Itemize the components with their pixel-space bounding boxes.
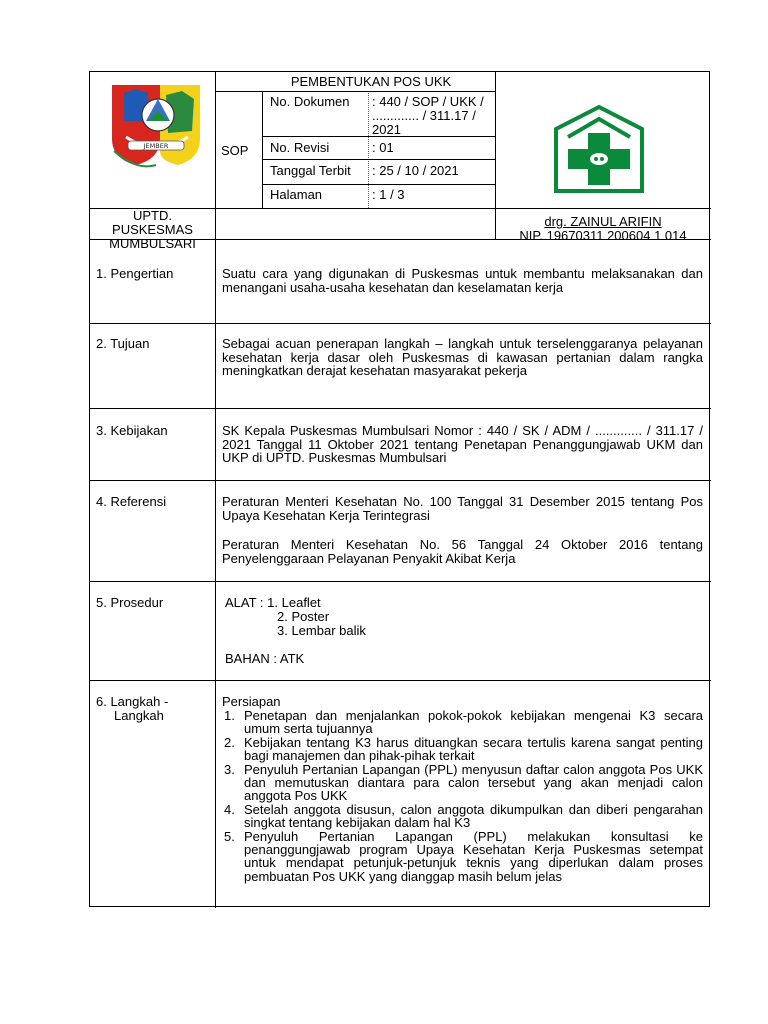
unit-name (90, 209, 215, 251)
sop-document (89, 71, 710, 907)
section-body-prosedur (225, 596, 706, 666)
meta-value-no-dokumen: : 440 / SOP / UKK / ............. / 311.17 / 2021 (372, 94, 484, 137)
grid-line (262, 159, 495, 160)
sop-label: SOP (221, 143, 249, 158)
step-number: 3. (224, 761, 235, 777)
grid-line (215, 239, 216, 908)
grid-line (262, 184, 495, 185)
section-label-line: 6. Langkah - (96, 694, 169, 709)
langkah-steps-list (222, 709, 703, 883)
document-title: PEMBENTUKAN POS UKK (290, 74, 452, 89)
unit-name-line: MUMBULSARI (109, 236, 196, 251)
section-body-tujuan: Sebagai acuan penerapan langkah – langkah untuk terselenggaranya pelayanan kesehatan kerja dasar oleh Puskesmas di kawasan pertanian dalam rangka meningkatkan derajat kesehatan masyarakat pekerja (222, 336, 703, 379)
step-number: 2. (224, 734, 235, 750)
meta-value-halaman: : 1 / 3 (372, 187, 405, 202)
bahan-line: BAHAN : ATK (225, 651, 305, 666)
step-text: Setelah anggota disusun, calon anggota dikumpulkan dan diberi pengarahan singkat tentang kebijakan dalam hal K3 (244, 801, 703, 831)
step-number: 5. (224, 828, 235, 844)
step-text: Penyuluh Pertanian Lapangan (PPL) melakukan konsultasi ke penanggungjawab program Upaya Kesehatan Kerja Puskesmas setempat untuk mendapat petunjuk-petunjuk teknis yang diperlukan dalam proses pembuatan Pos UKK yang dianggap masih belum jelas (244, 828, 703, 884)
grid-line (215, 91, 495, 92)
langkah-heading: Persiapan (222, 694, 281, 709)
section-label-langkah (96, 695, 168, 723)
meta-label-no-dokumen: No. Dokumen (270, 94, 350, 109)
step-number: 4. (224, 801, 235, 817)
section-label-line: Langkah (114, 708, 164, 723)
puskesmas-logo (552, 103, 646, 195)
grid-line (90, 480, 711, 481)
grid-line (90, 680, 711, 681)
list-item (222, 736, 703, 763)
step-number: 1. (224, 708, 235, 723)
alat-row (225, 596, 706, 610)
signatory-nip: NIP. 19670311 200604 1 014 (519, 228, 687, 243)
meta-label-no-revisi: No. Revisi (270, 140, 330, 155)
grid-line (90, 323, 711, 324)
list-item (222, 830, 703, 884)
alat-item: 2. Poster (277, 609, 330, 624)
section-label-tujuan: 2. Tujuan (96, 336, 150, 351)
step-text: Kebijakan tentang K3 harus dituangkan secara tertulis karena sangat penting bagi manajemen dan pihak-pihak terkait (244, 734, 703, 764)
grid-line (368, 91, 369, 208)
alat-item: 1. Leaflet (267, 595, 321, 610)
section-body-langkah (222, 695, 703, 883)
meta-value-no-revisi: : 01 (372, 140, 394, 155)
section-body-pengertian: Suatu cara yang digunakan di Puskesmas untuk membantu melaksanakan dan menangani usaha-usaha kesehatan dan keselamatan kerja (222, 266, 703, 295)
grid-line (90, 581, 711, 582)
list-item (222, 763, 703, 803)
meta-label-tanggal-terbit: Tanggal Terbit (270, 163, 351, 178)
step-text: Penetapan dan menjalankan pokok-pokok kebijakan mengenai K3 secara umum serta tujuannya (244, 708, 703, 737)
list-item (222, 709, 703, 736)
meta-value-tanggal-terbit: : 25 / 10 / 2021 (372, 163, 459, 178)
signatory-block (495, 215, 711, 243)
section-body-kebijakan: SK Kepala Puskesmas Mumbulsari Nomor : 440 / SK / ADM / ............. / 311.17 / 2021 Tanggal 11 Oktober 2021 tentang Penetapan Penanggungjawab UKM dan UKP di UPTD. Puskesmas Mumbulsari (222, 423, 703, 466)
step-text: Penyuluh Pertanian Lapangan (PPL) menyusun daftar calon anggota Pos UKK dan memutuskan diantara para calon tersebut yang akan menjadi calon anggota Pos UKK (244, 761, 703, 804)
section-body-referensi-1: Peraturan Menteri Kesehatan No. 100 Tanggal 31 Desember 2015 tentang Pos Upaya Kesehatan Kerja Terintegrasi (222, 494, 703, 523)
grid-line (262, 91, 263, 208)
grid-line (495, 72, 496, 239)
unit-name-line: UPTD. (133, 208, 172, 223)
alat-item: 3. Lembar balik (277, 623, 366, 638)
emblem-caption: JEMBER (143, 142, 169, 150)
meta-label-halaman: Halaman (270, 187, 323, 202)
grid-line (90, 408, 711, 409)
signatory-name: drg. ZAINUL ARIFIN (544, 214, 662, 229)
section-body-referensi-2: Peraturan Menteri Kesehatan No. 56 Tanggal 24 Oktober 2016 tentang Penyelenggaraan Pelayanan Penyakit Akibat Kerja (222, 537, 703, 566)
section-label-prosedur: 5. Prosedur (96, 595, 164, 610)
section-label-pengertian: 1. Pengertian (96, 266, 174, 281)
regency-emblem-logo (108, 81, 204, 169)
list-item (222, 803, 703, 830)
alat-label: ALAT : (225, 595, 264, 610)
grid-line (215, 72, 216, 239)
unit-name-line: PUSKESMAS (112, 222, 193, 237)
section-label-kebijakan: 3. Kebijakan (96, 423, 168, 438)
section-label-referensi: 4. Referensi (96, 494, 167, 509)
